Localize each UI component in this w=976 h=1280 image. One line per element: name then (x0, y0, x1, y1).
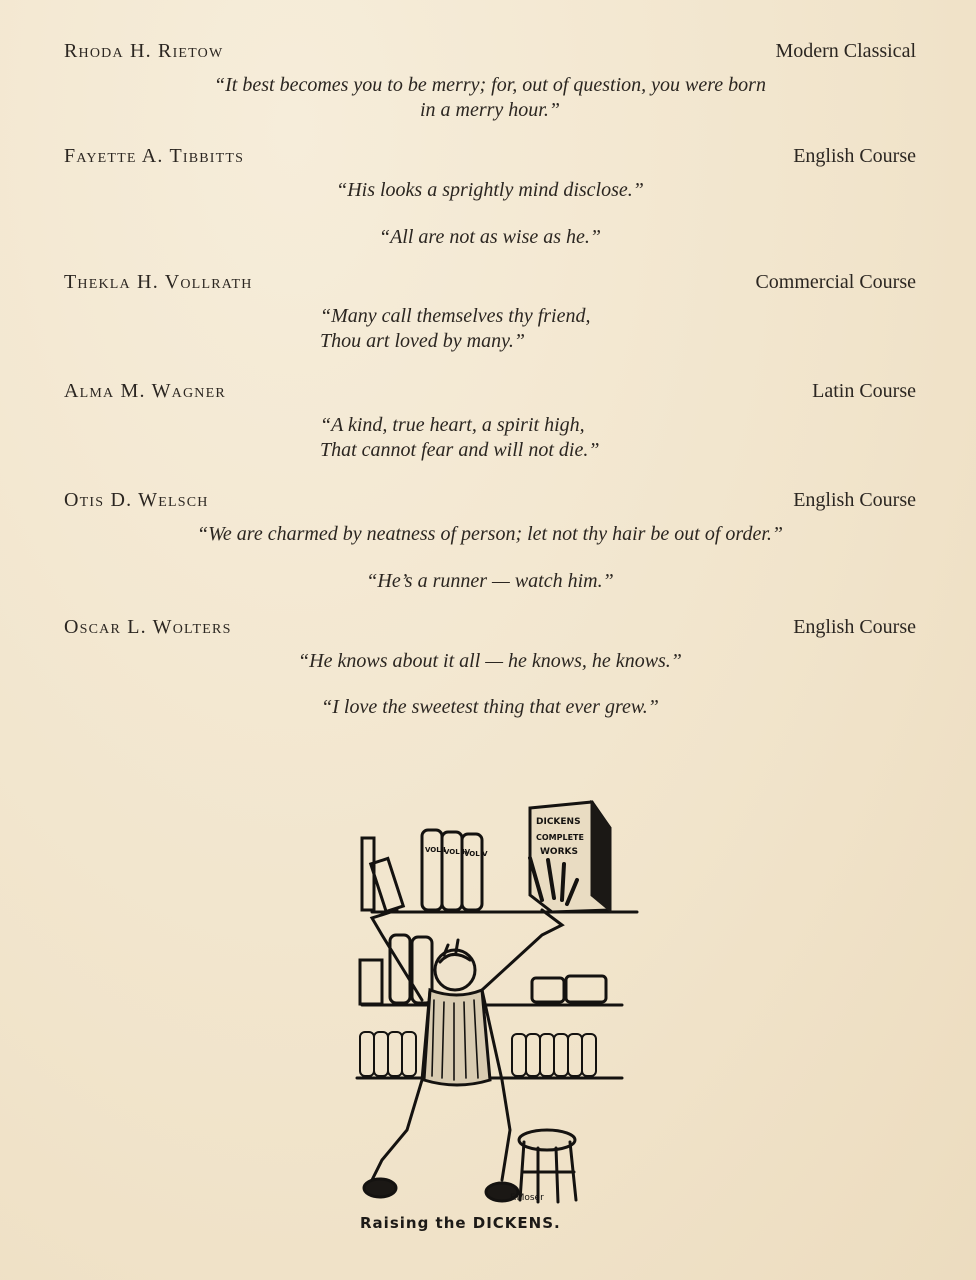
dickens-book-title: COMPLETE (536, 833, 584, 842)
course-name: English Course (793, 145, 916, 167)
quote-line: “He knows about it all — he knows, he knows.” (298, 650, 682, 672)
quote-line: “We are charmed by neatness of person; let not thy hair be out of order.” (196, 523, 784, 545)
student-name: Alma M. Wagner (64, 380, 226, 402)
quote-line: “His looks a sprightly mind disclose.” (336, 179, 644, 201)
entry-header (64, 380, 916, 406)
course-name: Latin Course (812, 380, 916, 402)
entry-header (64, 489, 916, 515)
stool-seat (519, 1130, 575, 1150)
student-name: Thekla H. Vollrath (64, 271, 253, 293)
quote-line: Thou art loved by many.” (320, 330, 525, 352)
book-spine (422, 830, 442, 910)
student-name: Rhoda H. Rietow (64, 40, 224, 62)
course-name: English Course (793, 489, 916, 511)
book-spine (371, 858, 404, 911)
raising-the-dickens-illustration (352, 800, 642, 1210)
book-spine (532, 978, 564, 1002)
quote-line: “I love the sweetest thing that ever grew.” (321, 696, 659, 718)
boy-leg (482, 990, 510, 1180)
boy-left-arm (372, 910, 422, 1000)
book-spine (462, 834, 482, 910)
entry-header (64, 145, 916, 171)
book-spine (566, 976, 606, 1002)
book-spine (362, 838, 374, 910)
illustration-caption: Raising the DICKENS. (360, 1214, 561, 1232)
quote-line: That cannot fear and will not die.” (320, 439, 600, 461)
quote-line: “All are not as wise as he.” (378, 226, 602, 248)
dickens-book-title: WORKS (540, 847, 578, 857)
book-spine (390, 935, 410, 1003)
book-label: VOL V (464, 850, 488, 858)
course-name: Modern Classical (775, 40, 916, 62)
course-name: English Course (793, 616, 916, 638)
boy-shoe (364, 1179, 396, 1197)
course-name: Commercial Course (755, 271, 916, 293)
entry-header (64, 40, 916, 66)
quote-line: in a merry hour.” (419, 99, 560, 121)
student-name: Otis D. Welsch (64, 489, 209, 511)
boy-leg (372, 990, 430, 1180)
student-name: Fayette A. Tibbitts (64, 145, 245, 167)
book-label: VOL I (425, 846, 446, 854)
student-name: Oscar L. Wolters (64, 616, 232, 638)
quote-line: “A kind, true heart, a spirit high, (320, 414, 585, 436)
artist-signature: F.Moser (510, 1193, 544, 1203)
entry-header (64, 616, 916, 642)
quote-line: “Many call themselves thy friend, (320, 305, 591, 327)
book-label: VOL IV (444, 848, 471, 856)
quote-line: “It best becomes you to be merry; for, out of question, you were born (214, 74, 766, 96)
book-spine (360, 960, 382, 1004)
quote-line: “He’s a runner — watch him.” (366, 570, 614, 592)
book-spine (442, 832, 462, 910)
entry-header (64, 271, 916, 297)
dickens-book-title: DICKENS (536, 817, 581, 827)
